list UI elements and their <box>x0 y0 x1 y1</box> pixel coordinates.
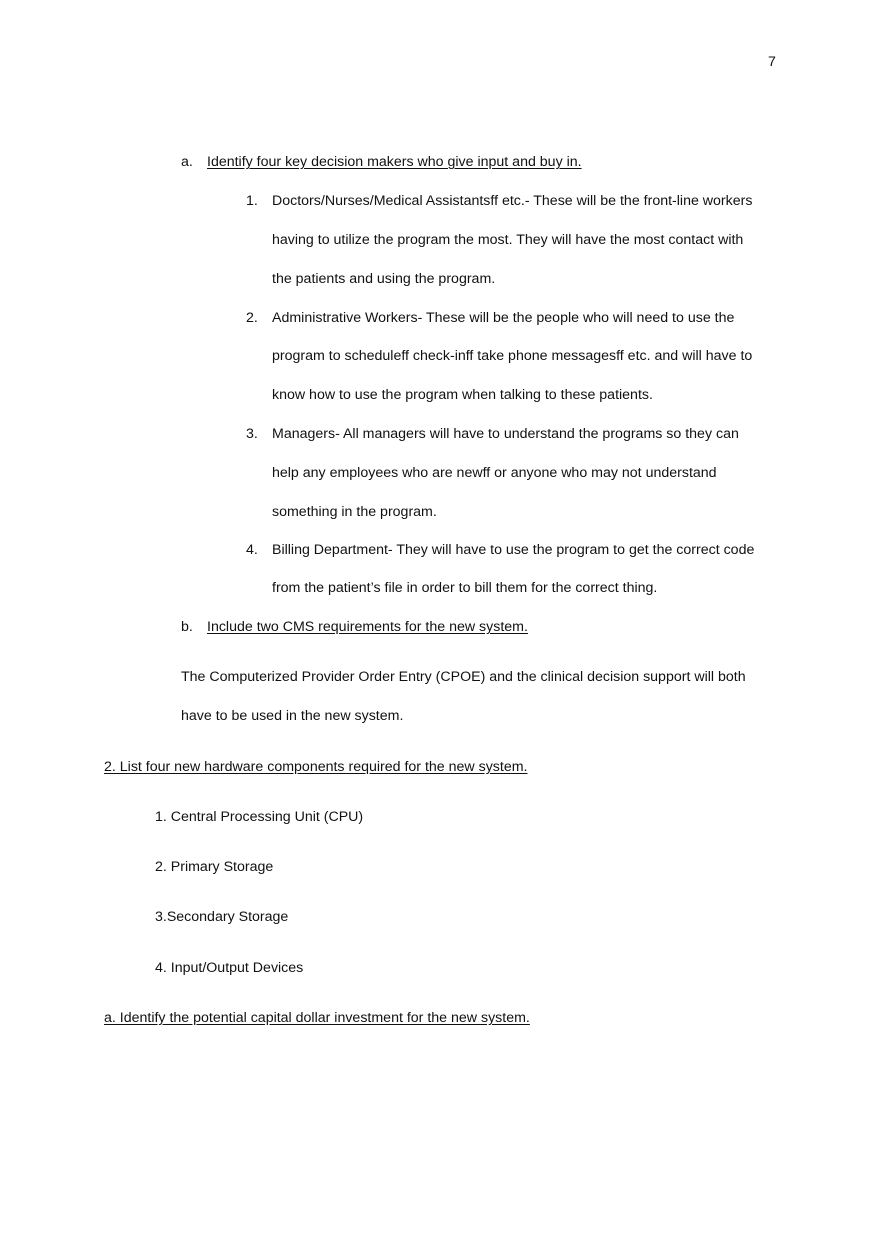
list-item-line: the patients and using the program. <box>272 271 496 287</box>
list-item-number: 1. <box>246 193 258 209</box>
final-heading: a. Identify the potential capital dollar investment for the new system. <box>104 1010 530 1026</box>
hardware-item: 2. Primary Storage <box>155 859 274 875</box>
paragraph-line: have to be used in the new system. <box>181 708 404 724</box>
list-item-line: Administrative Workers- These will be the people who will need to use the <box>272 310 735 326</box>
hardware-item: 1. Central Processing Unit (CPU) <box>155 809 364 825</box>
paragraph-line: The Computerized Provider Order Entry (CPOE) and the clinical decision support will both <box>181 669 746 685</box>
list-item-line: help any employees who are newff or anyone who may not understand <box>272 465 717 481</box>
section-b-marker: b. <box>181 619 193 635</box>
list-item-line: from the patient’s file in order to bill them for the correct thing. <box>272 580 658 596</box>
list-item-line: know how to use the program when talking to these patients. <box>272 387 653 403</box>
section-b-heading: Include two CMS requirements for the new system. <box>207 619 528 635</box>
page-number: 7 <box>768 54 776 70</box>
hardware-item: 3.Secondary Storage <box>155 909 289 925</box>
list-item-line: program to scheduleff check-inff take phone messagesff etc. and will have to <box>272 348 753 364</box>
section-a-heading: Identify four key decision makers who give input and buy in. <box>207 154 582 170</box>
list-item-number: 4. <box>246 542 258 558</box>
list-item-number: 2. <box>246 310 258 326</box>
list-item-line: Managers- All managers will have to understand the programs so they can <box>272 426 739 442</box>
list-item-line: something in the program. <box>272 504 437 520</box>
list-item-number: 3. <box>246 426 258 442</box>
section-a-marker: a. <box>181 154 193 170</box>
section-2-heading: 2. List four new hardware components required for the new system. <box>104 759 528 775</box>
list-item-line: having to utilize the program the most. They will have the most contact with <box>272 232 744 248</box>
list-item-line: Doctors/Nurses/Medical Assistantsff etc.- These will be the front-line workers <box>272 193 753 209</box>
hardware-item: 4. Input/Output Devices <box>155 960 304 976</box>
list-item-line: Billing Department- They will have to use the program to get the correct code <box>272 542 755 558</box>
